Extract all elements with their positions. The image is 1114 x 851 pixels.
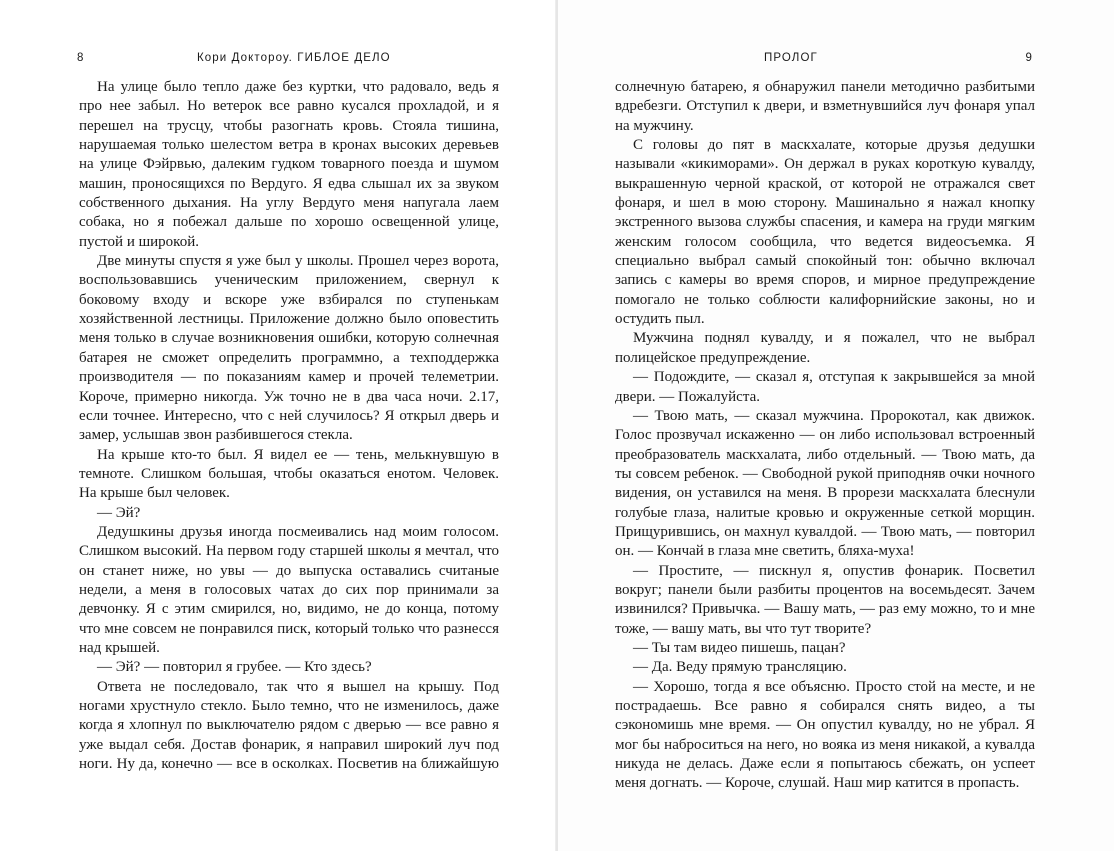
right-page-header xyxy=(613,52,1033,68)
paragraph: Дедушкины друзья иногда посмеивались над моим голосом. Слишком высокий. На первом году старшей школы я мечтал, что он станет ниже, но увы — до выпуска оставались считаные недели, а меня в голосовых чатах до сих пор принимали за девчонку. Я с этим смирился, но, видимо, не до конца, потому что мне совсем не понравился писк, который только что разнесся над крышей. xyxy=(79,523,499,656)
paragraph: — Эй? xyxy=(97,504,141,521)
left-page xyxy=(0,0,556,851)
paragraph: — Простите, — пискнул я, опустив фонарик. Посветил вокруг; панели были разбиты процентов на восемьдесят. Зачем извинился? Привычка. — Вашу мать, — раз ему можно, то и мне тоже, — вашу мать, вы что тут творите? xyxy=(615,562,1035,637)
right-page-body xyxy=(615,78,1035,794)
paragraph: — Да. Веду прямую трансляцию. xyxy=(633,659,847,676)
paragraph: Ответа не последовало, так что я вышел на крышу. Под ногами хрустнуло стекло. Было темно, что не изменилось, даже когда я хлопнул по выключателю рядом с дверью — все равно я уже выдал себя. Достав фонарик, я направил широкий луч под ноги. Ну да, конечно — все в осколках. Посветив на ближайшую xyxy=(79,678,499,773)
paragraph: — Ты там видео пишешь, пацан? xyxy=(633,639,846,656)
page-number: 9 xyxy=(1025,52,1033,64)
paragraph-continuation: солнечную батарею, я обнаружил панели методично разбитыми вдребезги. Отступил к двери, и взметнувшийся луч фонаря упал на мужчину. xyxy=(615,79,1035,134)
paragraph: Две минуты спустя я уже был у школы. Прошел через ворота, воспользовавшись ученическим приложением, свернул к боковому входу и вскоре уже взбирался по ступенькам хозяйственной лестницы. Приложение должно было оповестить меня только в случае возникновения ошибки, которую солнечная батарея не сможет определить программно, а техподдержка производителя — по показаниям камер и прочей телеметрии. Короче, примерно никогда. Уж точно не в два часа ночи. 2.17, если точнее. Интересно, что с ней случилось? Я открыл дверь и замер, услышав звон разбившегося стекла. xyxy=(79,253,499,444)
page-number: 8 xyxy=(77,52,85,64)
paragraph: — Твою мать, — сказал мужчина. Пророкотал, как движок. Голос прозвучал искаженно — он либо использовал встроенный преобразователь маскхалата, либо отдельный. — Твою мать, да ты совсем ребенок. — Свободной рукой приподняв очки ночного видения, он уставился на меня. В прорези маскхалата блеснули голубые глаза, налитые кровью и окруженные сеткой морщин. Прищурившись, он махнул кувалдой. — Твою мать, — повторил он. — Кончай в глаза мне светить, бляха-муха! xyxy=(615,407,1035,560)
paragraph: — Эй? — повторил я грубее. — Кто здесь? xyxy=(97,659,372,676)
paragraph: На крыше кто-то был. Я видел ее — тень, мелькнувшую в темноте. Слишком большая, чтобы оказаться енотом. Человек. На крыше был человек. xyxy=(79,446,499,502)
paragraph: На улице было тепло даже без куртки, что радовало, ведь я про нее забыл. Но ветерок все равно кусался прохладой, и я перешел на трусцу, чтобы разогнать кровь. Стояла тишина, нарушаемая только шелестом ветра в кронах высоких деревьев на улице Фэйрвью, далеким гудком товарного поезда и шумом машин, проносящихся по Вердуго. Я едва слышал их за звуком собственного дыхания. На углу Вердуго меня напугала лаем собака, но я побежал дальше по хорошо освещенной улице, пустой и широкой. xyxy=(79,79,499,250)
running-title: ПРОЛОГ xyxy=(764,52,818,64)
paragraph: С головы до пят в маскхалате, которые друзья дедушки называли «кикиморами». Он держал в руках короткую кувалду, выкрашенную черной краской, от которой не отражался свет фонаря, и шел в мою сторону. Машинально я нажал кнопку экстренного вызова службы спасения, и камера на груди мягким женским голосом сообщила, что ведется видеосъемка. Я специально выбрал самый спокойный тон: обычно включал запись с камеры во время споров, и мирное предупреждение помогало не только соблюсти калифорнийские законы, но и остудить пыл. xyxy=(615,137,1035,328)
right-page xyxy=(558,0,1114,851)
paragraph: — Хорошо, тогда я все объясню. Просто стой на месте, и не пострадаешь. Все равно я собирался снять видео, а ты сэкономишь мне время. — Он опустил кувалду, но не убрал. Я мог бы наброситься на него, но вояка из меня никакой, а кувалда никуда не делась. Даже если я попытаюсь сбежать, он успеет меня догнать. — Короче, слушай. Наш мир катится в пропасть. xyxy=(615,678,1035,792)
running-title: Кори Доктороу. ГИБЛОЕ ДЕЛО xyxy=(197,52,391,64)
left-page-header xyxy=(77,52,501,68)
paragraph: Мужчина поднял кувалду, и я пожалел, что не выбрал полицейское предупреждение. xyxy=(615,330,1035,366)
left-page-body xyxy=(79,78,499,774)
paragraph: — Подождите, — сказал я, отступая к закрывшейся за мной двери. — Пожалуйста. xyxy=(615,369,1035,405)
